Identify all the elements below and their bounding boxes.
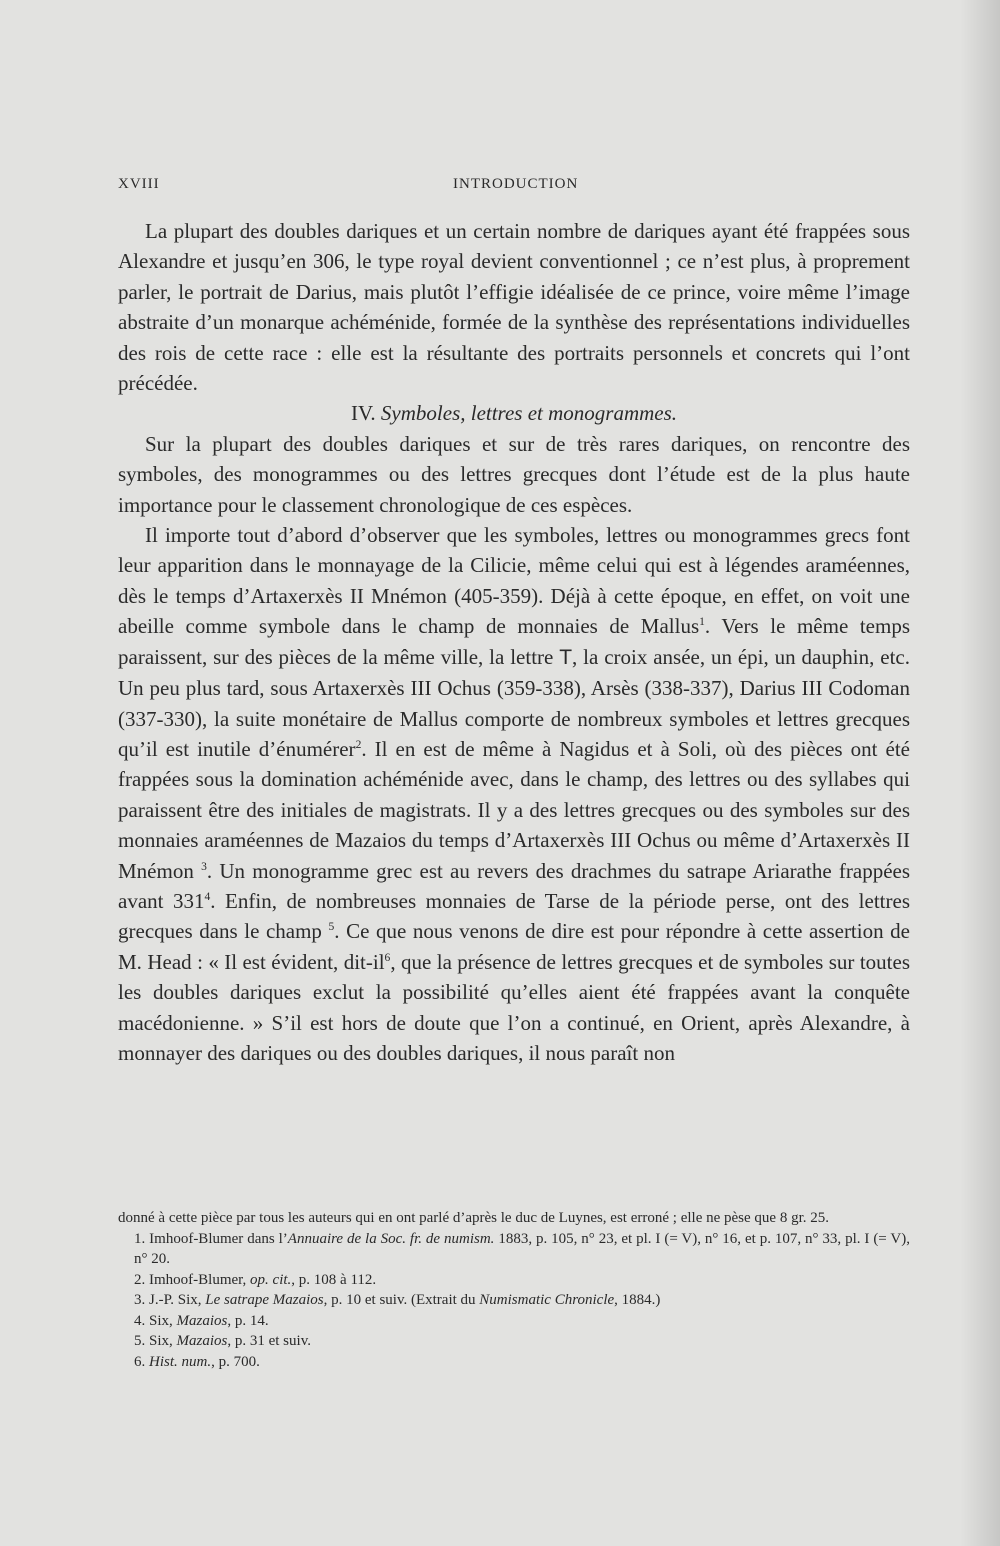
section-number: IV. (350, 401, 376, 426)
paragraph-2: Sur la plupart des doubles dariques et sur de très rares dariques, on rencontre des symboles, des monogrammes ou des lettres grecques dont l’étude est de la plus haute importance pour le classement chronologique de ces espèces. (118, 431, 910, 517)
footnote-text: 1. Imhoof-Blumer dans l’ (134, 1230, 288, 1247)
footnote-text: 5. Six, (134, 1333, 177, 1349)
footnote-text: , p. 108 à 112. (291, 1271, 377, 1288)
paragraph-3 (118, 520, 910, 1068)
footnote-text: 1883, p. 105, n° 23, et pl. I (= V), n° 16, et p. 107, n° 33, pl. I (= V), n° 20. (134, 1230, 910, 1267)
footnote-source: Numismatic Chronicle (479, 1292, 615, 1308)
footnote-2 (118, 1270, 910, 1291)
paragraph-3-text: . Ce que nous venons de dire est pour répondre à cette assertion de M. Head : « Il est évident, dit-il (118, 919, 910, 974)
paragraph-3-text: . Vers le même temps paraissent, sur des pièces de la même ville, la lettre (118, 614, 910, 669)
footnote-4 (118, 1311, 910, 1332)
footnote-text: 6. (134, 1353, 149, 1370)
footnote-6 (118, 1352, 910, 1373)
footnote-text: , p. 14. (227, 1312, 269, 1329)
footnote-text: , p. 31 et suiv. (227, 1333, 311, 1349)
footnote-ref-4: 4 (204, 890, 211, 903)
footnotes (118, 1208, 910, 1372)
page-folio: XVIII (118, 176, 160, 192)
footnote-1 (118, 1229, 910, 1270)
running-title: INTRODUCTION (453, 176, 579, 192)
footnote-text: , p. 10 et suiv. (Extrait du (323, 1292, 480, 1308)
body-text (118, 216, 910, 1068)
footnote-text: , p. 700. (211, 1353, 260, 1370)
footnote-text: 3. J.-P. Six, (134, 1292, 206, 1308)
footnote-3 (118, 1290, 910, 1311)
footnote-source: Mazaios (176, 1333, 228, 1349)
footnote-ref-5: 5 (328, 921, 335, 934)
footnote-source: Hist. num. (149, 1353, 212, 1370)
footnote-source: Annuaire de la Soc. fr. de numism. (287, 1230, 495, 1247)
page-edge-shadow (960, 0, 1000, 1546)
section-heading (118, 398, 910, 428)
footnote-source: Le satrape Mazaios (205, 1292, 324, 1308)
footnote-ref-1: 1 (699, 616, 705, 629)
footnote-continuation: donné à cette pièce par tous les auteurs qui en ont parlé d’après le duc de Luynes, est erroné ; elle ne pèse que 8 gr. 25. (118, 1210, 829, 1226)
footnote-5 (118, 1331, 910, 1352)
footnote-ref-6: 6 (384, 951, 391, 964)
footnote-text: , 1884.) (614, 1292, 661, 1308)
footnote-text: 4. Six, (134, 1312, 177, 1329)
footnote-ref-3: 3 (201, 860, 207, 873)
running-head (118, 176, 910, 198)
footnote-text: 2. Imhoof-Blumer, (134, 1271, 251, 1288)
section-title: Symboles, lettres et monogrammes. (380, 401, 678, 426)
greek-letter-tau: T (559, 645, 573, 669)
paragraph-3-text: . Il en est de même à Nagidus et à Soli, où des pièces ont été frappées sous la domination achéménide avec, dans le champ, des lettres ou des syllabes qui paraissent être des initiales de magistrats. Il y a des lettres grecques ou des symboles sur des monnaies araméennes de Mazaios du temps d’Artaxerxès III Ochus ou même d’Artaxerxès II Mnémon (118, 736, 910, 883)
paragraph-1: La plupart des doubles dariques et un certain nombre de dariques ayant été frappées sous Alexandre et jusqu’en 306, le type royal devient conventionnel ; ce n’est plus, à proprement parler, le portrait de Darius, mais plutôt l’effigie idéalisée de ce prince, voire même l’image abstraite d’un monarque achéménide, formée de la synthèse des représentations individuelles des rois de cette race : elle est la résultante des portraits personnels et concrets qui l’ont précédée. (118, 219, 910, 396)
paragraph-3-text: Il importe tout d’abord d’observer que les symboles, lettres ou monogrammes grecs font leur apparition dans le monnayage de la Cilicie, même celui qui est à légendes araméennes, dès le temps d’Artaxerxès II Mnémon (405-359). Déjà à cette époque, en effet, on voit une abeille comme symbole dans le champ de monnaies de Mallus (118, 523, 910, 639)
paragraph-3-text: , que la présence de lettres grecques et de symboles sur toutes les doubles dariques exclut la possibilité qu’elles aient été frappées avant la conquête macédonienne. » S’il est hors de doute que l’on a continué, en Orient, après Alexandre, à monnayer des dariques ou des doubles dariques, il nous paraît non (118, 949, 910, 1065)
paragraph-3-text: . Un monogramme grec est au revers des drachmes du satrape Ariarathe frappées avant 331 (118, 858, 911, 913)
footnote-source: Mazaios (176, 1312, 228, 1329)
footnote-source: op. cit. (250, 1271, 292, 1288)
paragraph-3-text: . Enfin, de nombreuses monnaies de Tarse de la période perse, ont des lettres grecques dans le champ (118, 888, 910, 944)
paragraph-3-text: , la croix ansée, un épi, un dauphin, etc. Un peu plus tard, sous Artaxerxès III Ochus (359-338), Arsès (338-337), Darius III Codoman (337-330), la suite monétaire de Mallus comporte de nombreux symboles et lettres grecques qu’il est inutile d’énumérer (118, 644, 910, 761)
footnote-ref-2: 2 (355, 738, 362, 751)
